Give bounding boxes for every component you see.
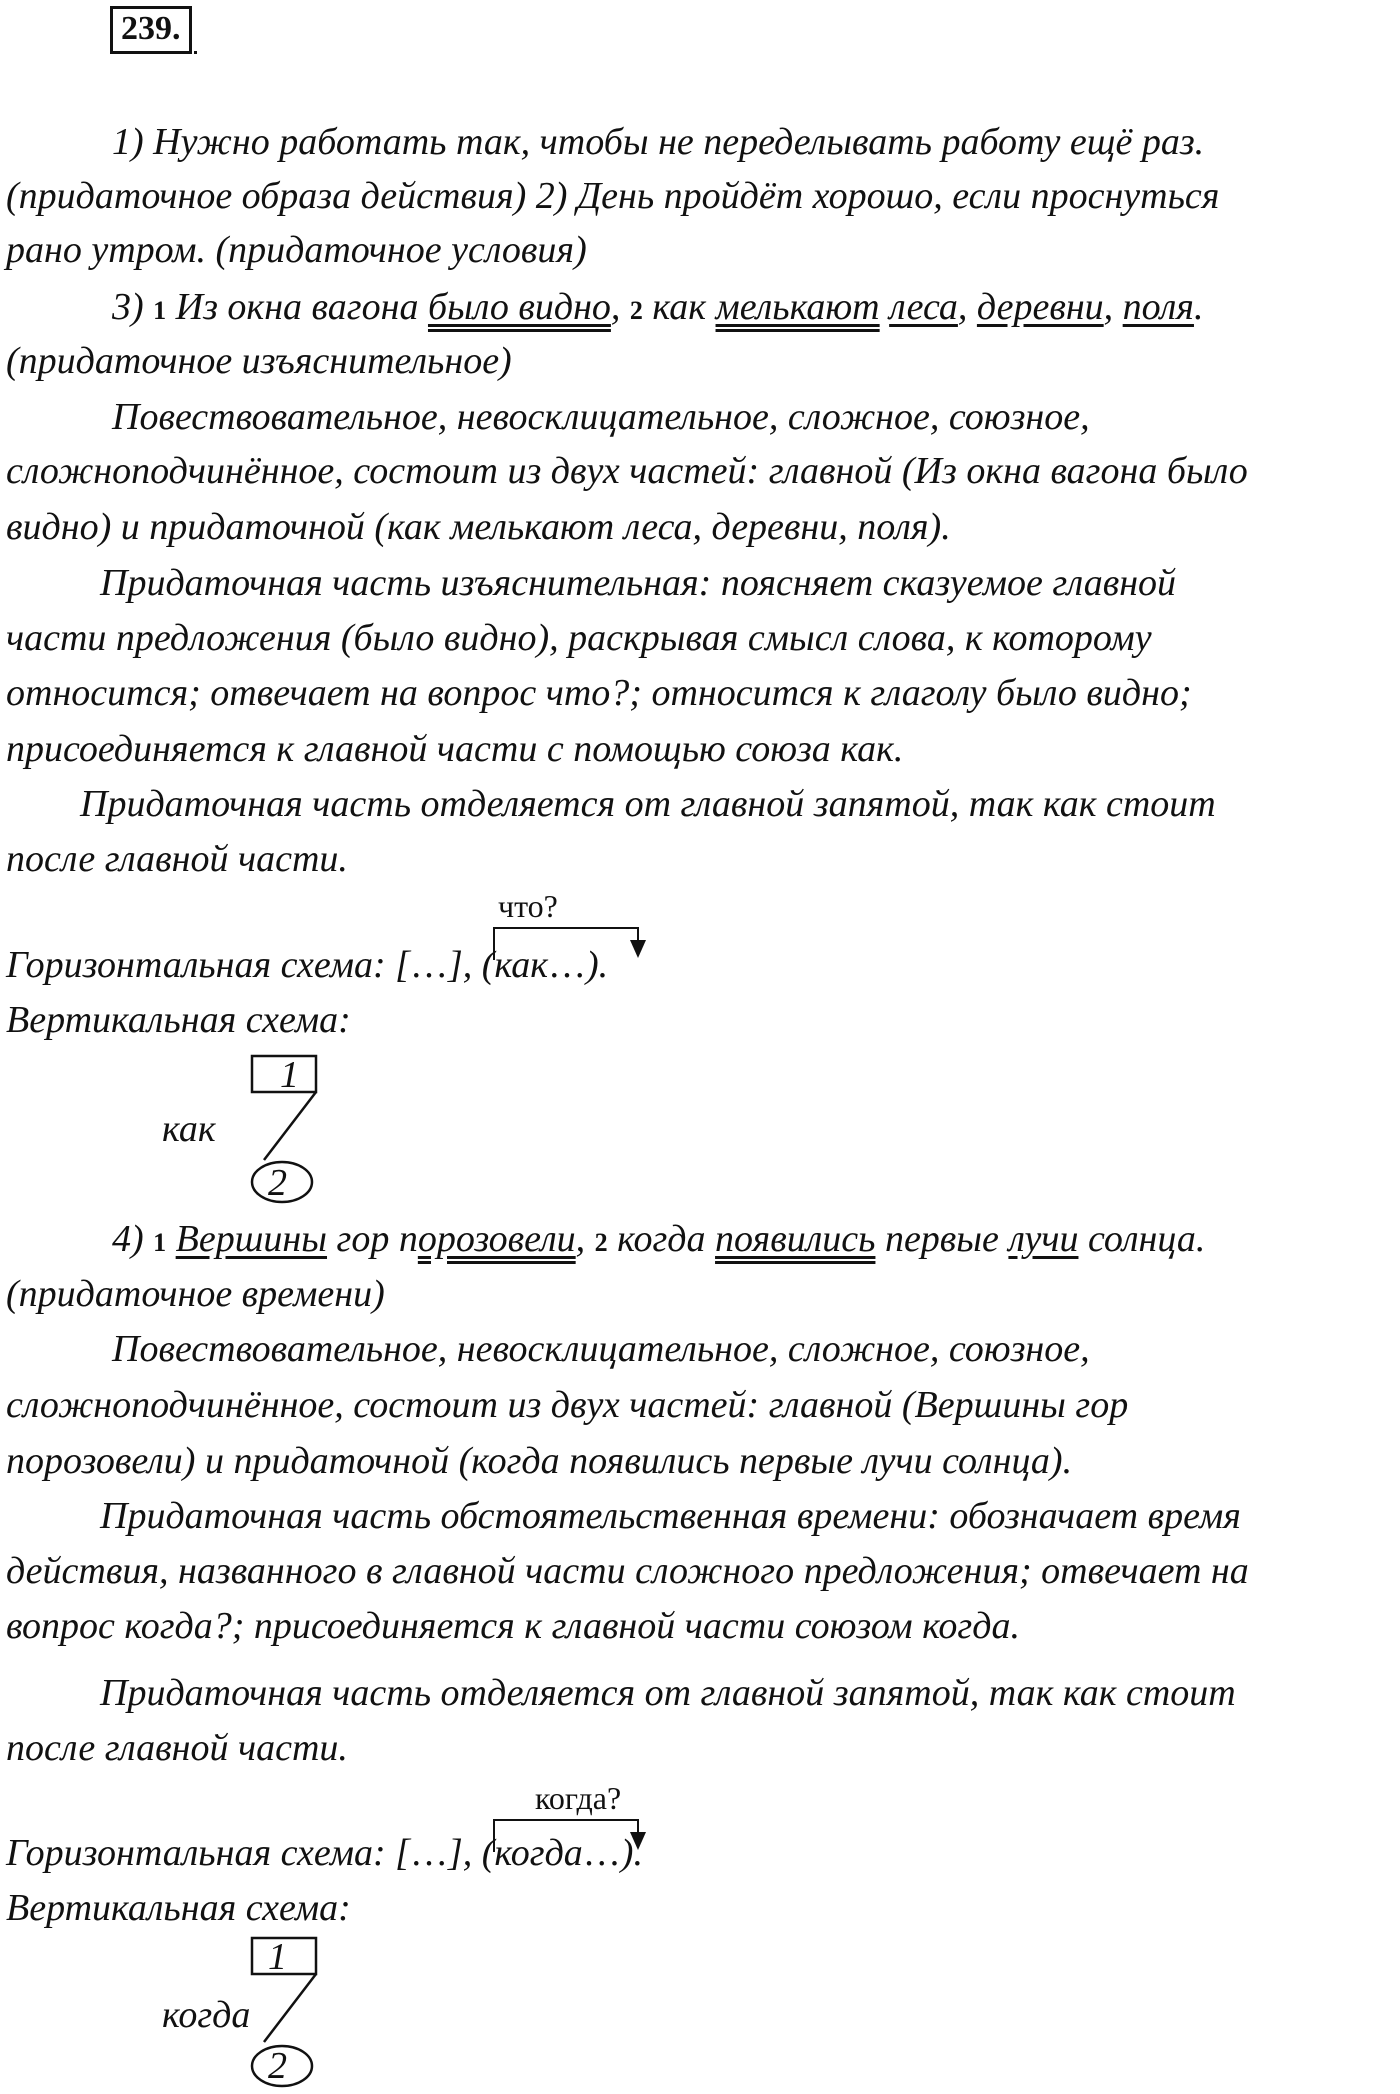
subject: поля — [1122, 286, 1194, 328]
text-line: (придаточное времени) — [6, 1273, 385, 1315]
comma: , — [575, 1218, 586, 1260]
predicate: орозовели — [417, 1218, 576, 1260]
ellipsis: … — [582, 1832, 621, 1874]
item-number: 3) — [112, 286, 144, 328]
vertical-scheme-label: Вертикальная схема: — [6, 999, 351, 1041]
text-line: сложноподчинённое, состоит из двух частей: главной (Вершины гор — [6, 1384, 1129, 1426]
text-line: присоединяется к главной части с помощью союза как. — [6, 728, 904, 770]
horizontal-scheme-1 — [6, 937, 608, 993]
text-line: (придаточное образа действия) 2) День пройдёт хорошо, если проснуться — [6, 175, 1220, 217]
question-label: что? — [498, 888, 558, 924]
word: гор п — [336, 1218, 418, 1260]
period: . — [1193, 286, 1204, 328]
conjunction: когда — [617, 1218, 706, 1260]
main-part-subject: Из окна вагона — [175, 286, 419, 328]
exercise-number: 239. — [110, 6, 192, 54]
predicate: мелькают — [715, 286, 880, 328]
ellipsis: … — [548, 944, 587, 986]
subject: леса — [889, 286, 958, 328]
bracket-open: [ — [395, 1832, 410, 1874]
text-line: Повествовательное, невосклицательное, сложное, союзное, — [112, 1328, 1090, 1370]
text-line: порозовели) и придаточной (когда появились первые лучи солнца). — [6, 1440, 1073, 1482]
word: солнца. — [1087, 1218, 1206, 1260]
text-line: вопрос когда?; присоединяется к главной части союзом когда. — [6, 1605, 1020, 1647]
question-label: когда? — [535, 1780, 622, 1816]
scheme-conj: ], (когда — [447, 1832, 583, 1874]
text-line: относится; отвечает на вопрос что?; относится к глаголу было видно; — [6, 672, 1192, 714]
text-line: Придаточная часть изъяснительная: поясняет сказуемое главной — [100, 562, 1177, 604]
circle-number: 2 — [268, 1162, 287, 1204]
horizontal-scheme-label: Горизонтальная схема: — [6, 944, 386, 986]
text-line: сложноподчинённое, состоит из двух частей: главной (Из окна вагона было — [6, 450, 1248, 492]
predicate: появились — [715, 1218, 876, 1260]
part-number-2: 2 — [629, 296, 643, 325]
conjunction-label: когда — [162, 1994, 251, 2036]
text-line: действия, названного в главной части сложного предложения; отвечает на — [6, 1550, 1249, 1592]
text-line: Придаточная часть обстоятельственная времени: обозначает время — [100, 1495, 1241, 1537]
ellipsis: … — [409, 1832, 448, 1874]
text-line: видно) и придаточной (как мелькают леса, деревни, поля). — [6, 506, 951, 548]
comma: , — [1103, 286, 1114, 328]
conjunction: как — [652, 286, 707, 328]
subject: Вершины — [175, 1218, 328, 1260]
horizontal-scheme-label: Горизонтальная схема: — [6, 1832, 386, 1874]
conjunction-label: как — [162, 1108, 216, 1150]
bracket-open: [ — [395, 944, 410, 986]
sentence-3 — [112, 279, 1203, 339]
horizontal-scheme-2 — [6, 1825, 643, 1881]
comma: , — [957, 286, 968, 328]
item-number: 4) — [112, 1218, 144, 1260]
box-number: 1 — [268, 1936, 287, 1978]
text-line: Придаточная часть отделяется от главной запятой, так как стоит — [80, 783, 1216, 825]
part-number-2: 2 — [594, 1228, 608, 1257]
sentence-4 — [112, 1211, 1205, 1271]
scheme-conj: ], (как — [447, 944, 549, 986]
vertical-scheme-label: Вертикальная схема: — [6, 1887, 351, 1929]
word: первые — [884, 1218, 999, 1260]
text-line: 1) Нужно работать так, чтобы не переделывать работу ещё раз. — [112, 121, 1205, 163]
comma: , — [610, 286, 621, 328]
scheme-end: ). — [586, 944, 609, 986]
ellipsis: … — [409, 944, 448, 986]
scheme-end: ). — [620, 1832, 643, 1874]
text-line: Придаточная часть отделяется от главной запятой, так как стоит — [100, 1672, 1236, 1714]
subject: деревни — [976, 286, 1104, 328]
predicate: было видно — [427, 286, 611, 328]
text-line: части предложения (было видно), раскрывая смысл слова, к которому — [6, 617, 1152, 659]
text-line: (придаточное изъяснительное) — [6, 340, 512, 382]
part-number-1: 1 — [153, 1228, 167, 1257]
text-line: рано утром. (придаточное условия) — [6, 229, 587, 271]
text-line: после главной части. — [6, 1727, 348, 1769]
subject: лучи — [1008, 1218, 1079, 1260]
text-line: Повествовательное, невосклицательное, сложное, союзное, — [112, 396, 1090, 438]
vertical-scheme-2 — [240, 1930, 340, 2094]
part-number-1: 1 — [153, 296, 167, 325]
box-number: 1 — [280, 1054, 299, 1096]
text-line: после главной части. — [6, 838, 348, 880]
circle-number: 2 — [268, 2045, 287, 2087]
